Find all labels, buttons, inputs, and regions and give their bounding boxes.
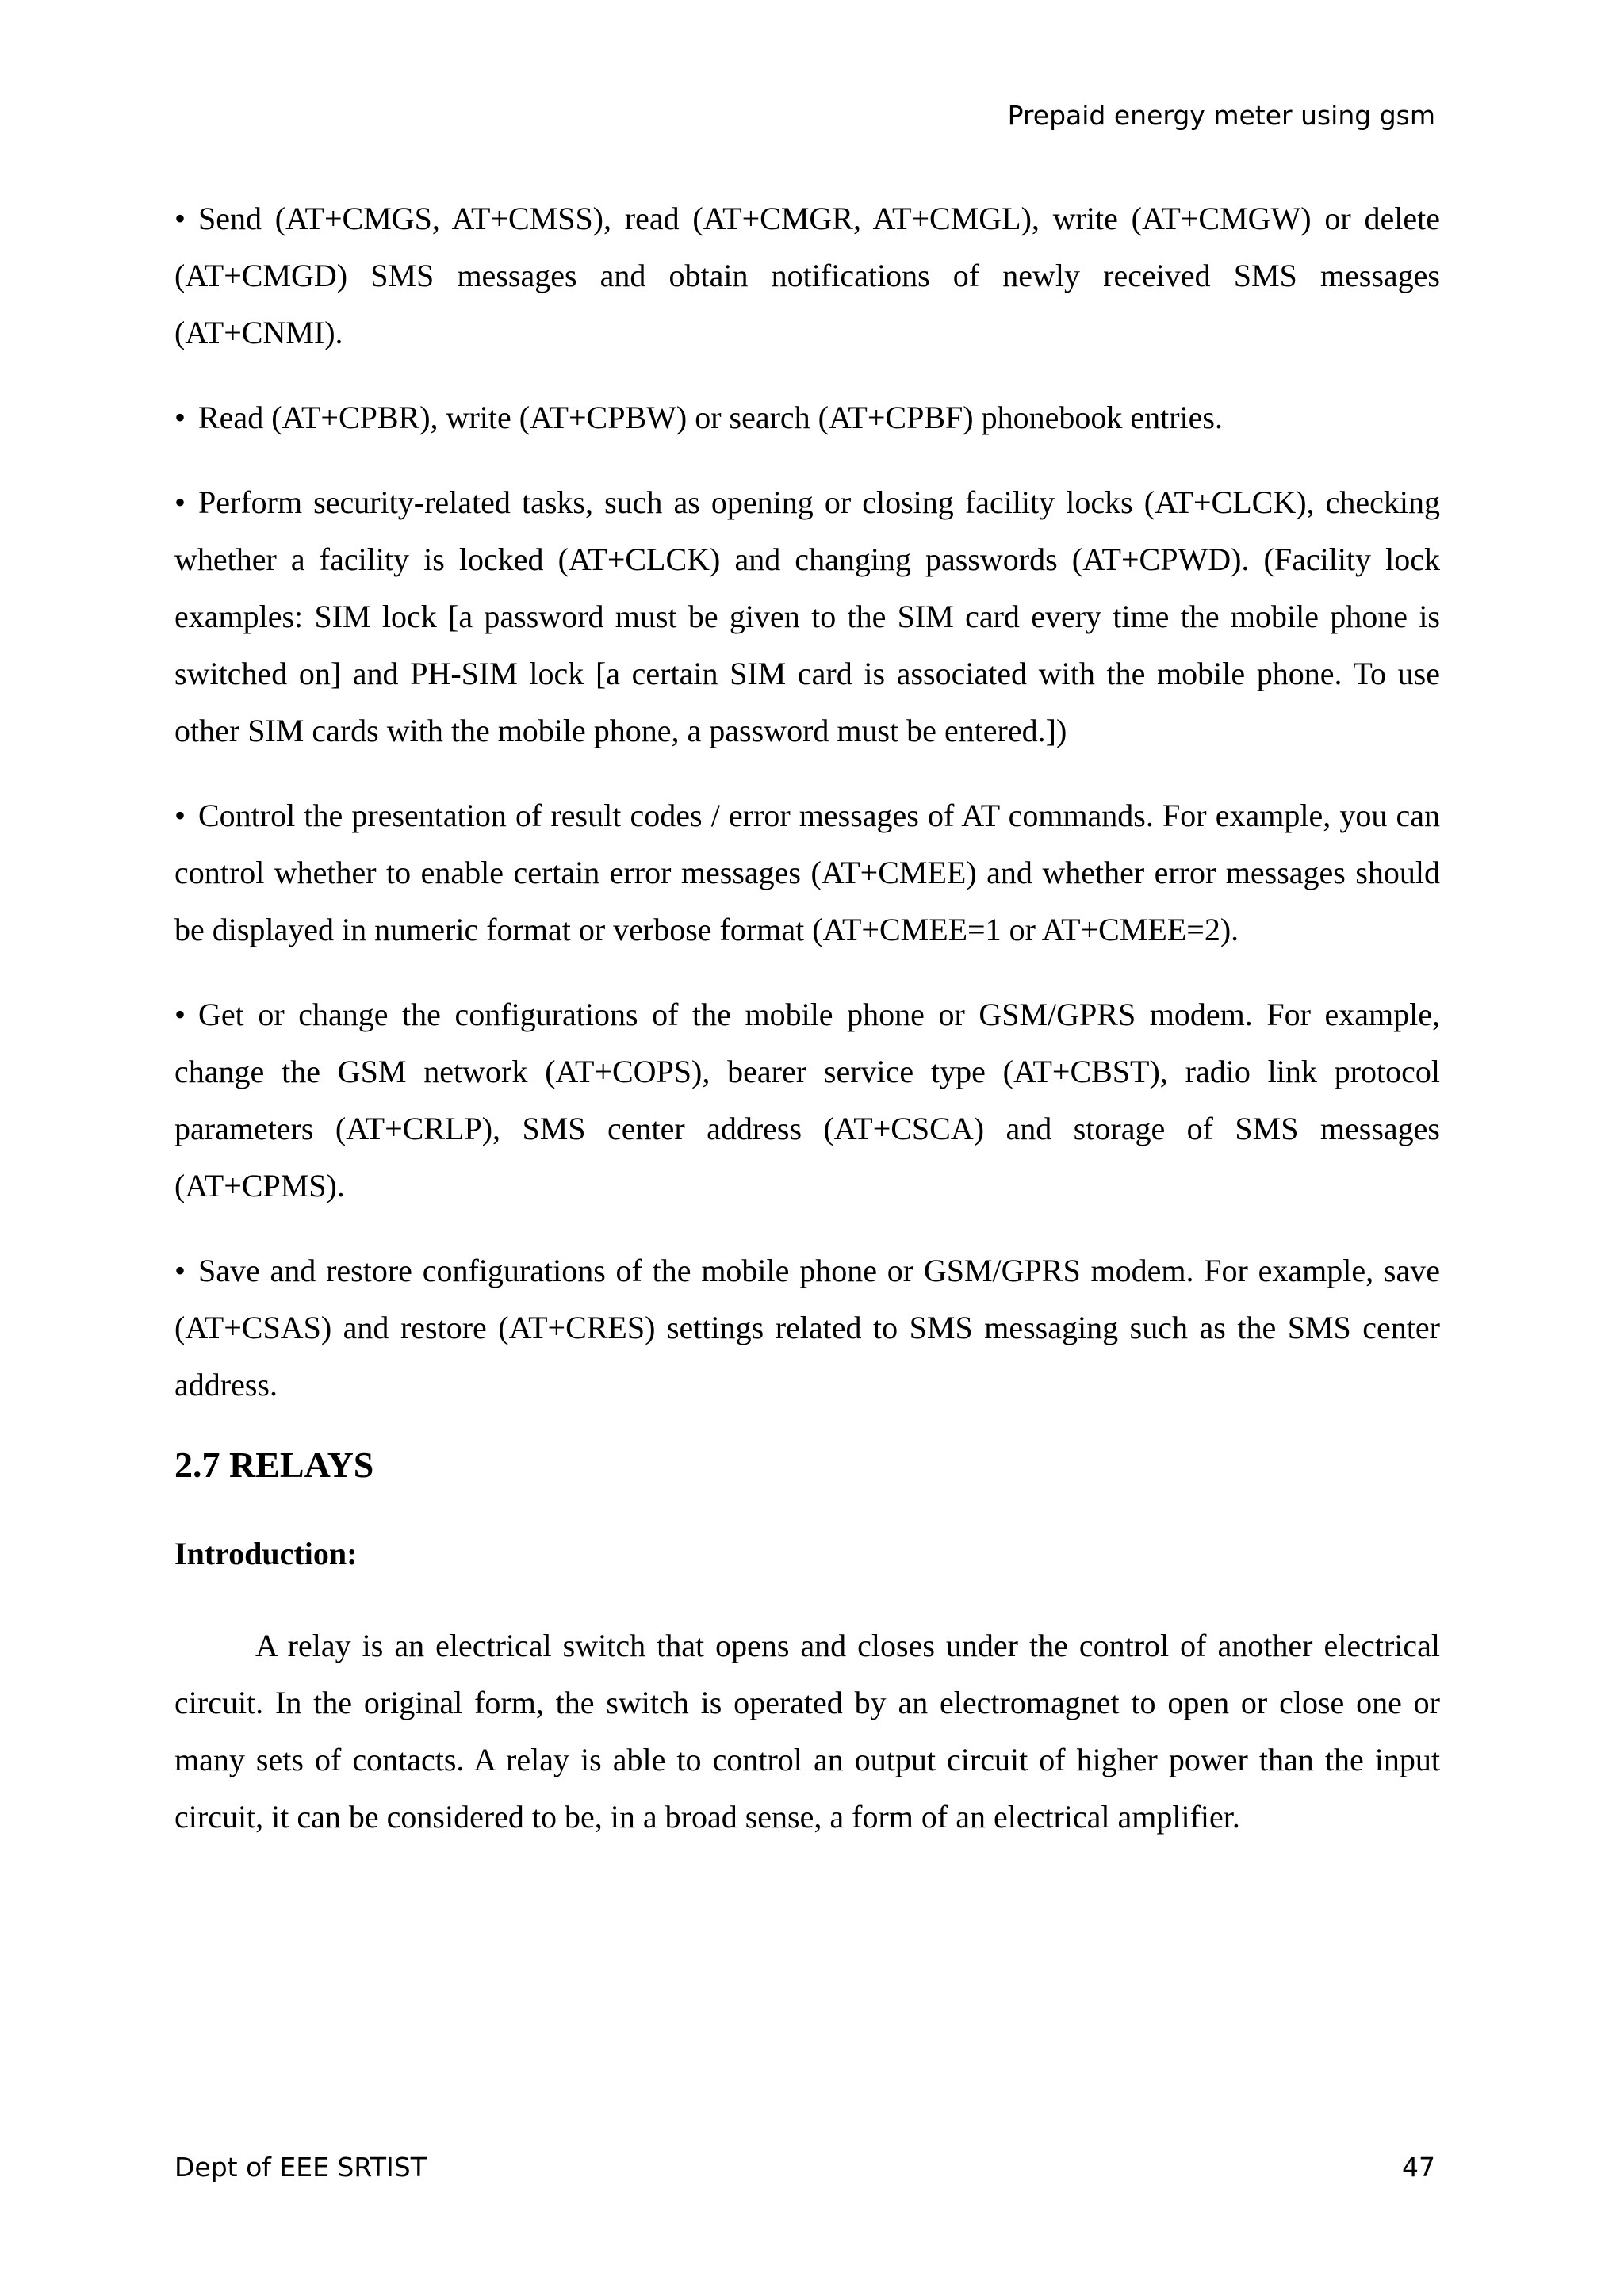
bullet-icon: • — [174, 400, 186, 435]
bullet-item — [174, 1242, 1440, 1414]
body-paragraph: A relay is an electrical switch that opens and closes under the control of another electrical circuit. In the original form, the switch is operated by an electromagnet to open or close one or many sets of contacts. A relay is able to control an output circuit of higher power than the input circuit, it can be considered to be, in a broad sense, a form of an electrical amplifier. — [174, 1628, 1440, 1835]
bullet-text: Send (AT+CMGS, AT+CMSS), read (AT+CMGR, AT+CMGL), write (AT+CMGW) or delete (AT+CMGD) SMS messages and obtain notifications of newly received SMS messages (AT+CNMI). — [174, 201, 1440, 350]
sub-heading: Introduction: — [174, 1536, 358, 1571]
bullet-item — [174, 986, 1440, 1215]
bullet-item — [174, 190, 1440, 362]
bullet-icon: • — [174, 484, 186, 520]
bullet-item — [174, 474, 1440, 760]
page-content — [174, 190, 1440, 1846]
bullet-text: Control the presentation of result codes / error messages of AT commands. For example, you can control whether to enable certain error messages (AT+CMEE) and whether error messages should be displayed in numeric format or verbose format (AT+CMEE=1 or AT+CMEE=2). — [174, 798, 1440, 947]
bullet-icon: • — [174, 997, 186, 1032]
bullet-icon: • — [174, 798, 186, 833]
bullet-text: Save and restore configurations of the mobile phone or GSM/GPRS modem. For example, save (AT+CSAS) and restore (AT+CRES) settings related to SMS messaging such as the SMS center address. — [174, 1253, 1440, 1402]
footer-department: Dept of EEE SRTIST — [174, 2152, 427, 2183]
running-header: Prepaid energy meter using gsm — [1007, 100, 1435, 131]
bullet-icon: • — [174, 1253, 186, 1288]
page-number: 47 — [1402, 2152, 1435, 2183]
bullet-text: Perform security-related tasks, such as opening or closing facility locks (AT+CLCK), checking whether a facility is locked (AT+CLCK) and changing passwords (AT+CPWD). (Facility lock examples: SIM lock [a password must be given to the SIM card every time the mobile phone is switched on] and PH-SIM lock [a certain SIM card is associated with the mobile phone. To use other SIM cards with the mobile phone, a password must be entered.]) — [174, 484, 1440, 748]
bullet-item — [174, 389, 1440, 446]
bullet-item — [174, 787, 1440, 959]
bullet-text: Read (AT+CPBR), write (AT+CPBW) or search (AT+CPBF) phonebook entries. — [198, 400, 1223, 435]
bullet-text: Get or change the configurations of the mobile phone or GSM/GPRS modem. For example, change the GSM network (AT+COPS), bearer service type (AT+CBST), radio link protocol parameters (AT+CRLP), SMS center address (AT+CSCA) and storage of SMS messages (AT+CPMS). — [174, 997, 1440, 1203]
bullet-icon: • — [174, 201, 186, 236]
section-heading: 2.7 RELAYS — [174, 1445, 374, 1485]
